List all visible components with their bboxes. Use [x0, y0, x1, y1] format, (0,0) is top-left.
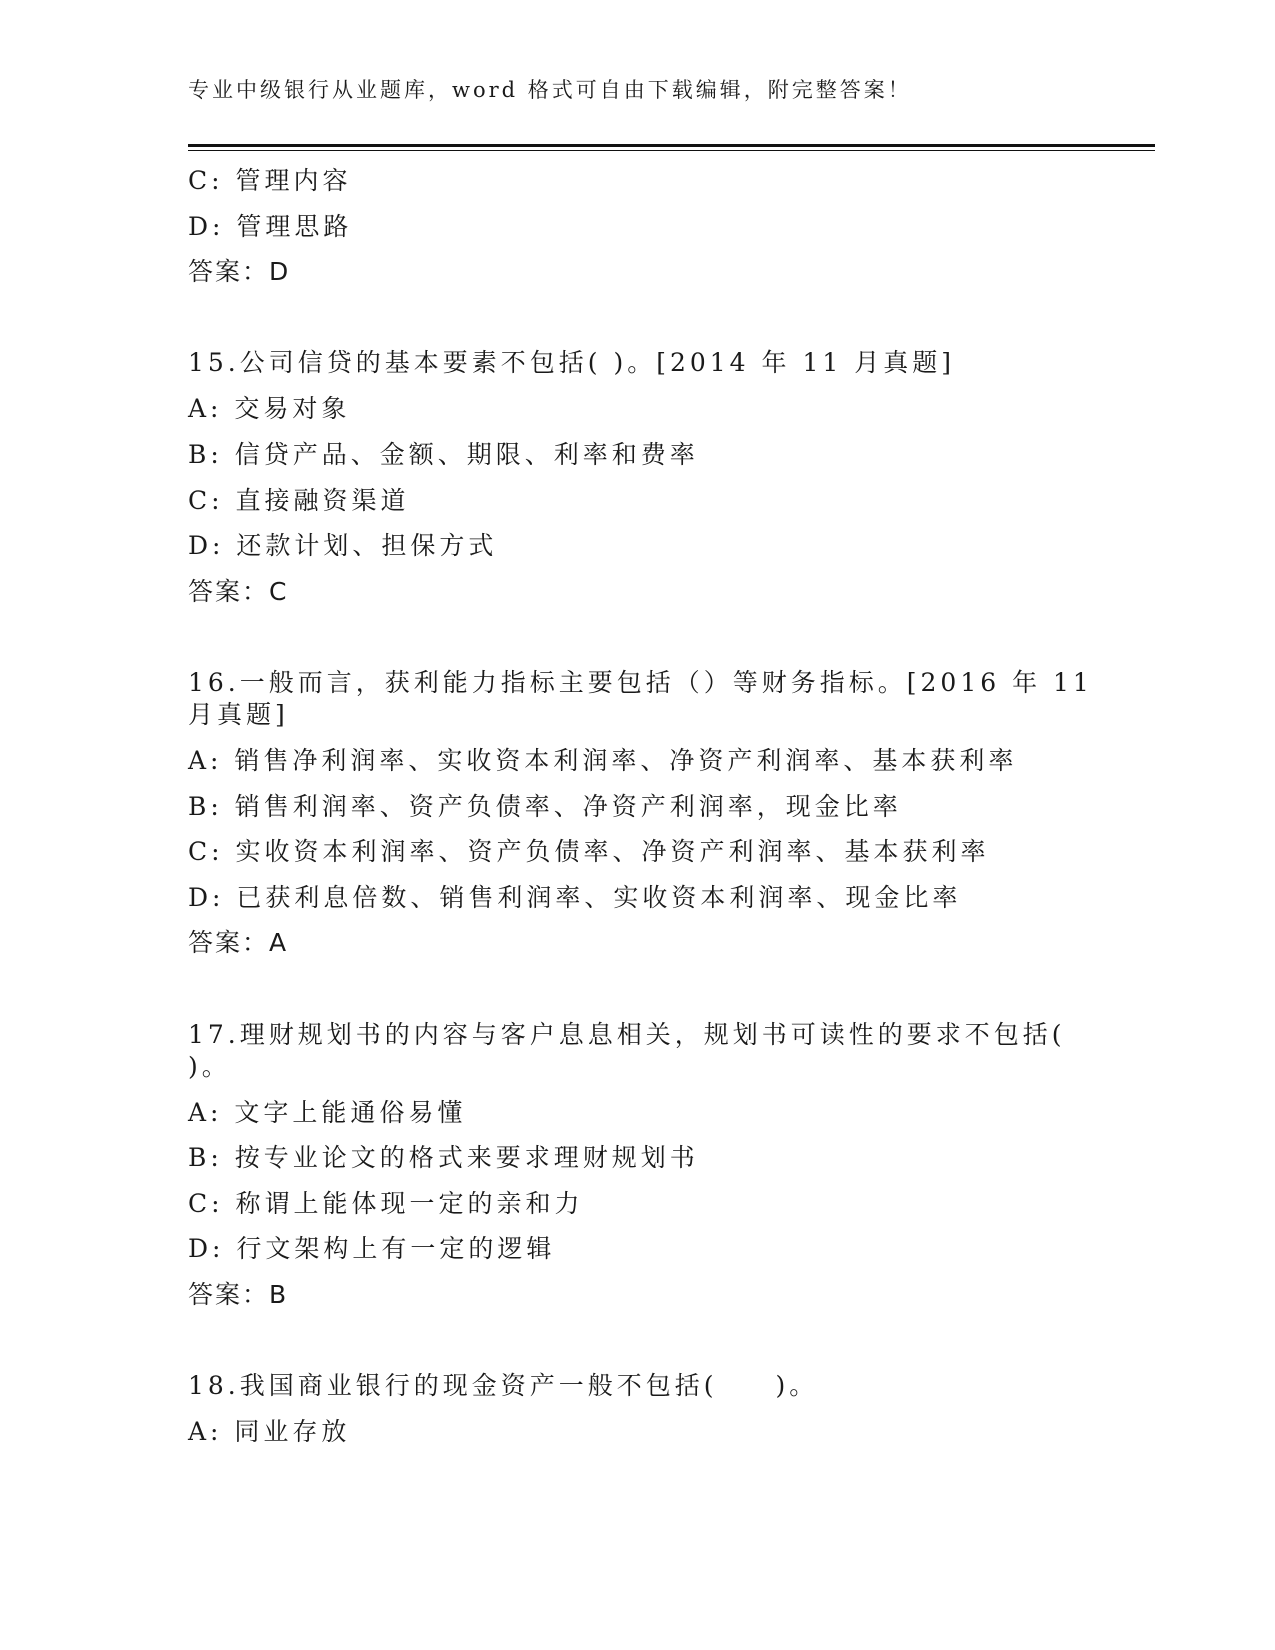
option-a: A: 交易对象 — [188, 394, 351, 424]
option-d: D: 还款计划、担保方式 — [188, 531, 498, 561]
option-c: C: 实收资本利润率、资产负债率、净资产利润率、基本获利率 — [188, 837, 990, 867]
answer-line: 答案：B — [188, 1279, 289, 1309]
option-c: C: 直接融资渠道 — [188, 485, 410, 515]
question-stem: 17.理财规划书的内容与客户息息相关，规划书可读性的要求不包括( )。 — [188, 1019, 1066, 1081]
option-d: D: 管理思路 — [188, 211, 353, 241]
option-b: B: 按专业论文的格式来要求理财规划书 — [188, 1143, 699, 1173]
spacer — [188, 1317, 1093, 1363]
question-15 — [188, 340, 1093, 614]
option-b: B: 销售利润率、资产负债率、净资产利润率，现金比率 — [188, 791, 902, 821]
header-rule — [188, 144, 1155, 147]
option-c: C: 称谓上能体现一定的亲和力 — [188, 1188, 584, 1218]
spacer — [188, 295, 1093, 341]
option-b: B: 信贷产品、金额、期限、利率和费率 — [188, 439, 699, 469]
option-d: D: 行文架构上有一定的逻辑 — [188, 1234, 556, 1264]
question-14-continued — [188, 158, 1093, 295]
question-18 — [188, 1363, 1093, 1455]
question-stem: 18.我国商业银行的现金资产一般不包括( )。 — [188, 1371, 819, 1401]
option-c: C: 管理内容 — [188, 166, 352, 195]
question-17 — [188, 1012, 1093, 1318]
answer-line: 答案：A — [188, 928, 289, 958]
spacer — [188, 614, 1093, 660]
page-header: 专业中级银行从业题库，word 格式可自由下载编辑，附完整答案！ — [188, 78, 912, 102]
option-a: A: 同业存放 — [188, 1417, 351, 1447]
answer-line: 答案：C — [188, 576, 289, 606]
option-a: A: 销售净利润率、实收资本利润率、净资产利润率、基本获利率 — [188, 745, 1018, 775]
spacer — [188, 966, 1093, 1012]
option-d: D: 已获利息倍数、销售利润率、实收资本利润率、现金比率 — [188, 882, 962, 912]
option-a: A: 文字上能通俗易懂 — [188, 1097, 467, 1127]
question-16 — [188, 660, 1093, 966]
question-stem: 15.公司信贷的基本要素不包括( )。[2014 年 11 月真题] — [188, 348, 955, 378]
question-stem: 16.一般而言，获利能力指标主要包括（）等财务指标。[2016 年 11 月真题] — [188, 667, 1093, 729]
answer-line: 答案：D — [188, 257, 291, 287]
header-rule-thin — [188, 150, 1155, 151]
question-list — [188, 158, 1093, 1455]
